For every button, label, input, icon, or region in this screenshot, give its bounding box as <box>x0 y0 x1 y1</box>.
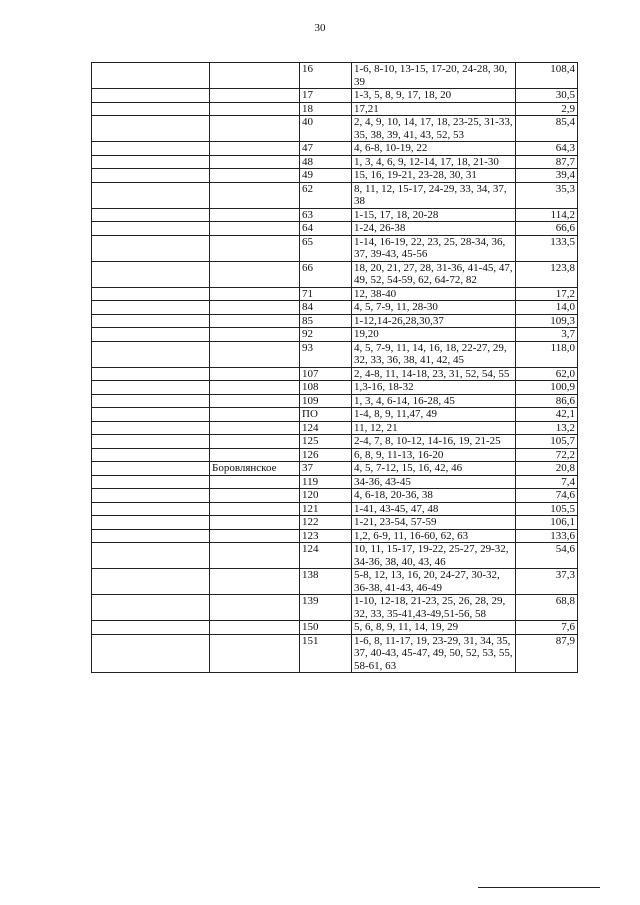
outer-cell <box>92 116 210 142</box>
outer-cell <box>92 381 210 395</box>
district-cell <box>210 634 300 673</box>
table-row <box>92 182 578 208</box>
outer-cell <box>92 222 210 236</box>
outer-cell <box>92 155 210 169</box>
quarter-number-cell: 18 <box>300 102 352 116</box>
lots-cell: 8, 11, 12, 15-17, 24-29, 33, 34, 37, 38 <box>352 182 516 208</box>
outer-cell <box>92 208 210 222</box>
quarter-number-cell: 124 <box>300 421 352 435</box>
lots-cell: 1-24, 26-38 <box>352 222 516 236</box>
table-row <box>92 102 578 116</box>
area-value-cell: 108,4 <box>516 63 578 89</box>
district-cell <box>210 381 300 395</box>
outer-cell <box>92 435 210 449</box>
district-cell <box>210 235 300 261</box>
table-row <box>92 301 578 315</box>
district-cell <box>210 169 300 183</box>
lots-cell: 15, 16, 19-21, 23-28, 30, 31 <box>352 169 516 183</box>
district-cell <box>210 475 300 489</box>
district-cell <box>210 502 300 516</box>
quarter-number-cell: 63 <box>300 208 352 222</box>
table-row <box>92 529 578 543</box>
lots-cell: 2, 4-8, 11, 14-18, 23, 31, 52, 54, 55 <box>352 367 516 381</box>
outer-cell <box>92 421 210 435</box>
district-cell <box>210 421 300 435</box>
outer-cell <box>92 489 210 503</box>
quarter-number-cell: ПО <box>300 408 352 422</box>
district-cell <box>210 543 300 569</box>
quarter-number-cell: 125 <box>300 435 352 449</box>
lots-cell: 4, 5, 7-9, 11, 14, 16, 18, 22-27, 29, 32, 33, 36, 38, 41, 42, 45 <box>352 341 516 367</box>
lots-cell: 5-8, 12, 13, 16, 20, 24-27, 30-32, 36-38, 41-43, 46-49 <box>352 569 516 595</box>
area-value-cell: 74,6 <box>516 489 578 503</box>
quarter-number-cell: 16 <box>300 63 352 89</box>
lots-cell: 2-4, 7, 8, 10-12, 14-16, 19, 21-25 <box>352 435 516 449</box>
district-cell: Боровлянское <box>210 462 300 476</box>
table-row <box>92 328 578 342</box>
area-value-cell: 123,8 <box>516 261 578 287</box>
outer-cell <box>92 261 210 287</box>
area-value-cell: 68,8 <box>516 595 578 621</box>
quarter-number-cell: 123 <box>300 529 352 543</box>
district-cell <box>210 341 300 367</box>
district-cell <box>210 89 300 103</box>
lots-cell: 5, 6, 8, 9, 11, 14, 19, 29 <box>352 621 516 635</box>
lots-cell: 1-14, 16-19, 22, 23, 25, 28-34, 36, 37, 39-43, 45-56 <box>352 235 516 261</box>
district-cell <box>210 367 300 381</box>
table-row <box>92 543 578 569</box>
table-row <box>92 142 578 156</box>
table-row <box>92 462 578 476</box>
area-value-cell: 106,1 <box>516 516 578 530</box>
area-value-cell: 100,9 <box>516 381 578 395</box>
lots-cell: 1, 3, 4, 6-14, 16-28, 45 <box>352 394 516 408</box>
area-value-cell: 7,6 <box>516 621 578 635</box>
quarter-number-cell: 40 <box>300 116 352 142</box>
table-row <box>92 421 578 435</box>
quarter-number-cell: 64 <box>300 222 352 236</box>
district-cell <box>210 529 300 543</box>
outer-cell <box>92 89 210 103</box>
lots-cell: 11, 12, 21 <box>352 421 516 435</box>
area-value-cell: 72,2 <box>516 448 578 462</box>
table-row <box>92 116 578 142</box>
table-row <box>92 448 578 462</box>
quarter-number-cell: 48 <box>300 155 352 169</box>
district-cell <box>210 621 300 635</box>
lots-cell: 17,21 <box>352 102 516 116</box>
area-value-cell: 35,3 <box>516 182 578 208</box>
district-cell <box>210 142 300 156</box>
district-cell <box>210 516 300 530</box>
district-cell <box>210 301 300 315</box>
district-cell <box>210 287 300 301</box>
table-row <box>92 489 578 503</box>
quarter-number-cell: 150 <box>300 621 352 635</box>
outer-cell <box>92 314 210 328</box>
district-cell <box>210 222 300 236</box>
lots-cell: 4, 5, 7-12, 15, 16, 42, 46 <box>352 462 516 476</box>
area-value-cell: 7,4 <box>516 475 578 489</box>
outer-cell <box>92 394 210 408</box>
outer-cell <box>92 462 210 476</box>
area-value-cell: 133,5 <box>516 235 578 261</box>
quarter-number-cell: 151 <box>300 634 352 673</box>
outer-cell <box>92 408 210 422</box>
table-row <box>92 367 578 381</box>
table-row <box>92 235 578 261</box>
outer-cell <box>92 543 210 569</box>
lots-cell: 1-21, 23-54, 57-59 <box>352 516 516 530</box>
quarter-number-cell: 49 <box>300 169 352 183</box>
quarter-number-cell: 138 <box>300 569 352 595</box>
lots-cell: 4, 6-18, 20-36, 38 <box>352 489 516 503</box>
outer-cell <box>92 529 210 543</box>
lots-cell: 1-12,14-26,28,30,37 <box>352 314 516 328</box>
area-value-cell: 39,4 <box>516 169 578 183</box>
quarter-number-cell: 120 <box>300 489 352 503</box>
lots-cell: 1,2, 6-9, 11, 16-60, 62, 63 <box>352 529 516 543</box>
table-row <box>92 287 578 301</box>
table-row <box>92 314 578 328</box>
area-value-cell: 133,6 <box>516 529 578 543</box>
outer-cell <box>92 475 210 489</box>
quarter-number-cell: 84 <box>300 301 352 315</box>
lots-cell: 1-3, 5, 8, 9, 17, 18, 20 <box>352 89 516 103</box>
outer-cell <box>92 287 210 301</box>
quarter-number-cell: 85 <box>300 314 352 328</box>
quarter-number-cell: 47 <box>300 142 352 156</box>
outer-cell <box>92 367 210 381</box>
footer-rule <box>478 887 600 888</box>
quarter-number-cell: 17 <box>300 89 352 103</box>
area-value-cell: 13,2 <box>516 421 578 435</box>
table-row <box>92 408 578 422</box>
area-value-cell: 118,0 <box>516 341 578 367</box>
table-row <box>92 516 578 530</box>
table-row <box>92 621 578 635</box>
district-cell <box>210 182 300 208</box>
lots-cell: 18, 20, 21, 27, 28, 31-36, 41-45, 47, 49, 52, 54-59, 62, 64-72, 82 <box>352 261 516 287</box>
area-value-cell: 54,6 <box>516 543 578 569</box>
lots-cell: 1-6, 8, 11-17, 19, 23-29, 31, 34, 35, 37, 40-43, 45-47, 49, 50, 52, 53, 55, 58-61, 63 <box>352 634 516 673</box>
table-body <box>92 63 578 673</box>
area-value-cell: 86,6 <box>516 394 578 408</box>
area-value-cell: 3,7 <box>516 328 578 342</box>
outer-cell <box>92 328 210 342</box>
quarter-number-cell: 109 <box>300 394 352 408</box>
district-cell <box>210 155 300 169</box>
outer-cell <box>92 569 210 595</box>
lots-cell: 4, 6-8, 10-19, 22 <box>352 142 516 156</box>
outer-cell <box>92 102 210 116</box>
district-cell <box>210 314 300 328</box>
table-row <box>92 502 578 516</box>
lots-cell: 1-6, 8-10, 13-15, 17-20, 24-28, 30, 39 <box>352 63 516 89</box>
table-row <box>92 381 578 395</box>
lots-cell: 1-4, 8, 9, 11,47, 49 <box>352 408 516 422</box>
lots-cell: 1, 3, 4, 6, 9, 12-14, 17, 18, 21-30 <box>352 155 516 169</box>
outer-cell <box>92 502 210 516</box>
area-value-cell: 42,1 <box>516 408 578 422</box>
district-cell <box>210 208 300 222</box>
lots-cell: 1,3-16, 18-32 <box>352 381 516 395</box>
lots-cell: 6, 8, 9, 11-13, 16-20 <box>352 448 516 462</box>
area-value-cell: 17,2 <box>516 287 578 301</box>
table-row <box>92 394 578 408</box>
quarter-number-cell: 122 <box>300 516 352 530</box>
table-row <box>92 222 578 236</box>
lots-cell: 1-15, 17, 18, 20-28 <box>352 208 516 222</box>
district-cell <box>210 448 300 462</box>
district-cell <box>210 63 300 89</box>
quarter-number-cell: 108 <box>300 381 352 395</box>
lots-cell: 19,20 <box>352 328 516 342</box>
quarter-number-cell: 65 <box>300 235 352 261</box>
quarter-number-cell: 139 <box>300 595 352 621</box>
table-row <box>92 341 578 367</box>
table-row <box>92 261 578 287</box>
quarter-number-cell: 107 <box>300 367 352 381</box>
table-row <box>92 208 578 222</box>
quarter-number-cell: 92 <box>300 328 352 342</box>
area-value-cell: 85,4 <box>516 116 578 142</box>
outer-cell <box>92 634 210 673</box>
area-value-cell: 2,9 <box>516 102 578 116</box>
area-value-cell: 87,7 <box>516 155 578 169</box>
outer-cell <box>92 516 210 530</box>
area-value-cell: 105,5 <box>516 502 578 516</box>
district-cell <box>210 328 300 342</box>
quarter-number-cell: 126 <box>300 448 352 462</box>
outer-cell <box>92 63 210 89</box>
table-row <box>92 569 578 595</box>
quarter-number-cell: 93 <box>300 341 352 367</box>
table-row <box>92 169 578 183</box>
outer-cell <box>92 169 210 183</box>
table-row <box>92 475 578 489</box>
table-row <box>92 155 578 169</box>
lots-cell: 2, 4, 9, 10, 14, 17, 18, 23-25, 31-33, 35, 38, 39, 41, 43, 52, 53 <box>352 116 516 142</box>
area-value-cell: 37,3 <box>516 569 578 595</box>
outer-cell <box>92 595 210 621</box>
district-cell <box>210 489 300 503</box>
outer-cell <box>92 621 210 635</box>
area-value-cell: 87,9 <box>516 634 578 673</box>
area-value-cell: 66,6 <box>516 222 578 236</box>
area-value-cell: 62,0 <box>516 367 578 381</box>
outer-cell <box>92 235 210 261</box>
area-value-cell: 30,5 <box>516 89 578 103</box>
district-cell <box>210 102 300 116</box>
area-value-cell: 14,0 <box>516 301 578 315</box>
lots-cell: 12, 38-40 <box>352 287 516 301</box>
quarter-number-cell: 37 <box>300 462 352 476</box>
district-cell <box>210 394 300 408</box>
outer-cell <box>92 182 210 208</box>
district-cell <box>210 595 300 621</box>
area-value-cell: 20,8 <box>516 462 578 476</box>
table-row <box>92 89 578 103</box>
lots-cell: 1-10, 12-18, 21-23, 25, 26, 28, 29, 32, 33, 35-41,43-49,51-56, 58 <box>352 595 516 621</box>
outer-cell <box>92 142 210 156</box>
district-cell <box>210 261 300 287</box>
table-row <box>92 435 578 449</box>
quarter-number-cell: 62 <box>300 182 352 208</box>
page-number: 30 <box>314 22 326 34</box>
area-value-cell: 105,7 <box>516 435 578 449</box>
lots-cell: 1-41, 43-45, 47, 48 <box>352 502 516 516</box>
table-row <box>92 634 578 673</box>
lots-cell: 4, 5, 7-9, 11, 28-30 <box>352 301 516 315</box>
quarter-number-cell: 124 <box>300 543 352 569</box>
table-row <box>92 595 578 621</box>
quarter-number-cell: 121 <box>300 502 352 516</box>
quarter-number-cell: 71 <box>300 287 352 301</box>
outer-cell <box>92 301 210 315</box>
outer-cell <box>92 448 210 462</box>
area-value-cell: 109,3 <box>516 314 578 328</box>
area-value-cell: 64,3 <box>516 142 578 156</box>
lots-cell: 34-36, 43-45 <box>352 475 516 489</box>
district-cell <box>210 408 300 422</box>
area-value-cell: 114,2 <box>516 208 578 222</box>
district-cell <box>210 116 300 142</box>
district-cell <box>210 435 300 449</box>
forestry-table <box>91 62 578 673</box>
quarter-number-cell: 119 <box>300 475 352 489</box>
lots-cell: 10, 11, 15-17, 19-22, 25-27, 29-32, 34-36, 38, 40, 43, 46 <box>352 543 516 569</box>
quarter-number-cell: 66 <box>300 261 352 287</box>
outer-cell <box>92 341 210 367</box>
district-cell <box>210 569 300 595</box>
table-row <box>92 63 578 89</box>
